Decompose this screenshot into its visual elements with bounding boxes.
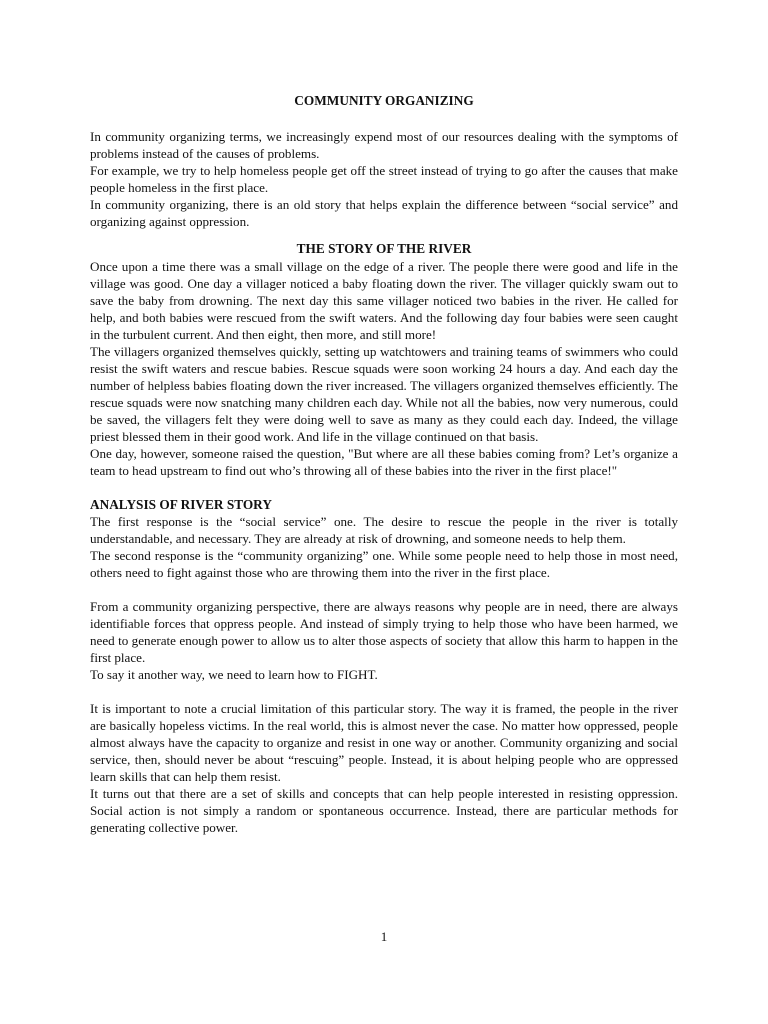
analysis-paragraph: The first response is the “social service” one. The desire to rescue the people in the river is totally understandable, and necessary. They are already at risk of drowning, and someone needs to help them. [90, 514, 678, 546]
story-paragraph: One day, however, someone raised the question, "But where are all these babies coming from? Let’s organize a team to head upstream to find out who’s throwing all of these babies into the river in the first place!" [90, 446, 678, 478]
perspective-paragraph: From a community organizing perspective, there are always reasons why people are in need, there are always identifiable forces that oppress people. And instead of simply trying to help those who have been harmed, we need to generate enough power to allow us to alter those aspects of society that allow this harm to happen in the first place. [90, 599, 678, 665]
intro-paragraph: For example, we try to help homeless people get off the street instead of trying to go after the causes that make people homeless in the first place. [90, 163, 678, 195]
analysis-paragraph: The second response is the “community organizing” one. While some people need to help those in most need, others need to fight against those who are throwing them into the river in the first place. [90, 548, 678, 580]
intro-section [90, 128, 678, 230]
limitation-paragraph: It turns out that there are a set of skills and concepts that can help people interested in resisting oppression. Social action is not simply a random or spontaneous occurrence. Instead, there are particular methods for generating collective power. [90, 786, 678, 835]
story-heading: THE STORY OF THE RIVER [296, 241, 472, 256]
story-section [90, 258, 678, 479]
page-number: 1 [380, 929, 388, 944]
document-title: COMMUNITY ORGANIZING [294, 93, 474, 108]
perspective-paragraph: To say it another way, we need to learn how to FIGHT. [90, 667, 378, 682]
intro-paragraph: In community organizing, there is an old story that helps explain the difference between “social service” and organizing against oppression. [90, 197, 678, 229]
story-paragraph: The villagers organized themselves quickly, setting up watchtowers and training teams of swimmers who could resist the swift waters and rescue babies. Rescue squads were soon working 24 hours a day. And each day the number of helpless babies floating down the river increased. The villagers organized themselves efficiently. The rescue squads were now snatching many children each day. While not all the babies, now very numerous, could be saved, the villagers felt they were doing well to save as many as they could each day. Indeed, the village priest blessed them in their good work. And life in the village continued on that basis. [90, 344, 678, 444]
limitation-paragraph: It is important to note a crucial limitation of this particular story. The way it is framed, the people in the river are basically hopeless victims. In the real world, this is almost never the case. No matter how oppressed, people almost always have the capacity to organize and resist in one way or another. Community organizing and social service, then, should never be about “rescuing” people. Instead, it is about helping people who are oppressed learn skills that can help them resist. [90, 701, 678, 784]
intro-paragraph: In community organizing terms, we increasingly expend most of our resources dealing with the symptoms of problems instead of the causes of problems. [90, 129, 678, 161]
story-paragraph: Once upon a time there was a small village on the edge of a river. The people there were good and life in the village was good. One day a villager noticed a baby floating down the river. The villager quickly swam out to save the baby from drowning. The next day this same villager noticed two babies in the river. He called for help, and both babies were rescued from the swift waters. And the following day four babies were seen caught in the turbulent current. And then eight, then more, and still more! [90, 259, 678, 342]
analysis-section [90, 513, 678, 836]
analysis-heading: ANALYSIS OF RIVER STORY [90, 497, 272, 512]
